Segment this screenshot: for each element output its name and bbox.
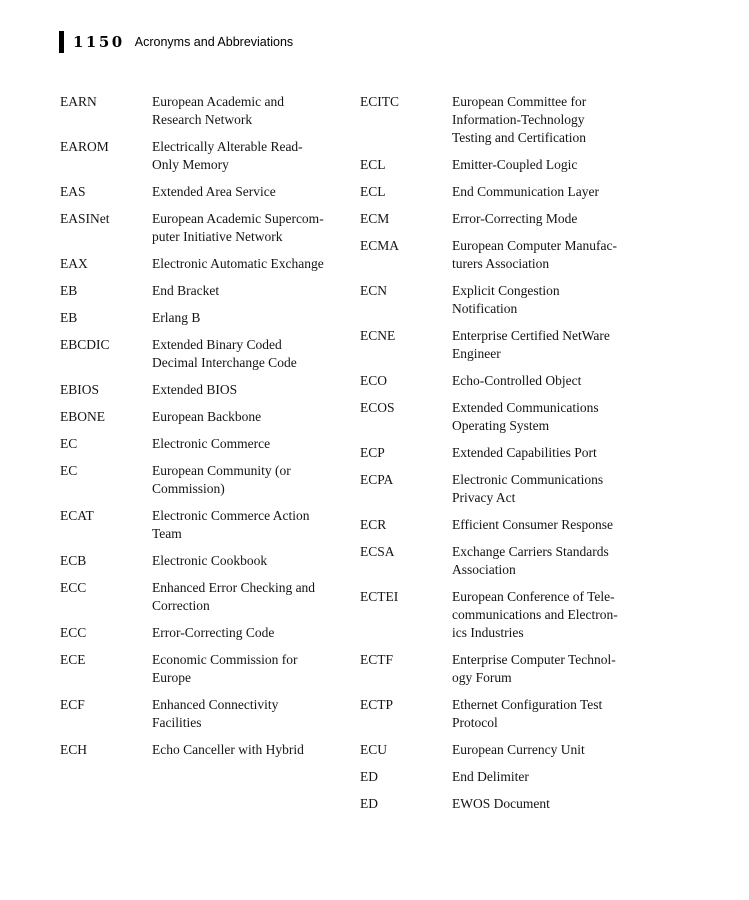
acronym-definition — [452, 768, 665, 786]
acronym-entry — [60, 183, 352, 201]
acronym-definition — [152, 183, 352, 201]
acronym-definition — [152, 381, 352, 399]
definition-line: Team — [152, 526, 182, 541]
acronym-definition — [452, 399, 665, 435]
definition-line: Notification — [452, 301, 518, 316]
acronym-definition — [452, 156, 665, 174]
definition-line: Exchange Carriers Standards — [452, 544, 609, 559]
definition-line: European Currency Unit — [452, 742, 585, 757]
definition-line: Decimal Interchange Code — [152, 355, 297, 370]
definition-line: EWOS Document — [452, 796, 550, 811]
definition-line: End Communication Layer — [452, 184, 599, 199]
definition-line: communications and Electron- — [452, 607, 618, 622]
definition-line: Testing and Certification — [452, 130, 587, 145]
acronym-entry — [360, 741, 665, 759]
acronym-entry — [60, 435, 352, 453]
acronym-definition — [152, 210, 352, 246]
acronym-definition — [452, 651, 665, 687]
acronym-term: ECE — [60, 652, 86, 667]
acronym-term: ECR — [360, 517, 387, 532]
definition-line: End Bracket — [152, 283, 220, 298]
acronym-term: EC — [60, 463, 78, 478]
definition-line: Electronic Cookbook — [152, 553, 268, 568]
acronym-definition — [152, 624, 352, 642]
definition-line: Erlang B — [152, 310, 201, 325]
definition-line: Echo-Controlled Object — [452, 373, 582, 388]
definition-line: Enterprise Certified NetWare — [452, 328, 610, 343]
acronym-term: EARN — [60, 94, 97, 109]
acronym-definition — [152, 741, 352, 759]
acronym-definition — [452, 795, 665, 813]
definition-line: Facilities — [152, 715, 202, 730]
definition-line: turers Association — [452, 256, 550, 271]
definition-line: Enhanced Error Checking and — [152, 580, 316, 595]
definition-line: Echo Canceller with Hybrid — [152, 742, 304, 757]
definition-line: Europe — [152, 670, 191, 685]
page-title: Acronyms and Abbreviations — [134, 35, 294, 49]
acronym-definition — [152, 696, 352, 732]
acronym-definition — [452, 327, 665, 363]
acronym-entry — [360, 327, 665, 363]
acronym-term: ECC — [60, 580, 87, 595]
acronym-entry — [60, 462, 352, 498]
definition-line: Privacy Act — [452, 490, 516, 505]
acronym-entry — [60, 741, 352, 759]
acronym-term: ECTP — [360, 697, 394, 712]
acronym-term: ECL — [360, 184, 386, 199]
acronym-entry — [60, 282, 352, 300]
definition-line: European Committee for — [452, 94, 587, 109]
definition-line: European Computer Manufac- — [452, 238, 617, 253]
definition-line: Electronic Commerce — [152, 436, 271, 451]
definition-line: European Community (or — [152, 463, 291, 478]
acronym-entry — [60, 381, 352, 399]
acronym-definition — [152, 255, 352, 273]
definition-line: puter Initiative Network — [152, 229, 283, 244]
acronym-entry — [60, 408, 352, 426]
acronym-entry — [60, 696, 352, 732]
definition-line: Extended Area Service — [152, 184, 276, 199]
acronym-entry — [360, 183, 665, 201]
definition-line: Electronic Commerce Action — [152, 508, 310, 523]
acronym-term: ECO — [360, 373, 387, 388]
definition-line: Explicit Congestion — [452, 283, 560, 298]
acronym-term: ED — [360, 796, 378, 811]
acronym-definition — [452, 282, 665, 318]
definition-line: Extended Binary Coded — [152, 337, 282, 352]
definition-line: Commission) — [152, 481, 225, 496]
acronym-term: EBCDIC — [60, 337, 110, 352]
definition-line: Enterprise Computer Technol- — [452, 652, 616, 667]
acronym-term: EASINet — [60, 211, 110, 226]
definition-line: Protocol — [452, 715, 498, 730]
definition-line: European Backbone — [152, 409, 262, 424]
definition-line: Extended BIOS — [152, 382, 238, 397]
acronym-term: ECF — [60, 697, 85, 712]
acronym-definition — [152, 93, 352, 129]
acronym-term: ECL — [360, 157, 386, 172]
acronym-entry — [360, 651, 665, 687]
acronym-definition — [452, 93, 665, 147]
acronym-definition — [152, 336, 352, 372]
acronym-entry — [360, 444, 665, 462]
acronym-definition — [152, 138, 352, 174]
acronym-term: ECH — [60, 742, 87, 757]
definition-line: European Conference of Tele- — [452, 589, 615, 604]
acronym-term: EAX — [60, 256, 88, 271]
acronym-definition — [452, 237, 665, 273]
acronym-definition — [452, 444, 665, 462]
acronym-term: ECN — [360, 283, 387, 298]
acronym-definition — [452, 183, 665, 201]
acronym-term: EC — [60, 436, 78, 451]
acronym-entry — [360, 399, 665, 435]
definition-line: Research Network — [152, 112, 253, 127]
acronym-definition — [452, 210, 665, 228]
definition-line: Extended Communications — [452, 400, 599, 415]
acronym-term: ECM — [360, 211, 390, 226]
acronym-definition — [152, 408, 352, 426]
definition-line: Electronic Communications — [452, 472, 604, 487]
definition-line: Extended Capabilities Port — [452, 445, 597, 460]
acronym-term: ECNE — [360, 328, 396, 343]
header-rule-icon — [59, 31, 64, 53]
acronym-term: EAS — [60, 184, 86, 199]
acronym-term: EAROM — [60, 139, 109, 154]
definition-line: Correction — [152, 598, 210, 613]
acronym-term: EBIOS — [60, 382, 100, 397]
definition-line: European Academic Supercom- — [152, 211, 324, 226]
acronym-term: ECPA — [360, 472, 394, 487]
acronym-entry — [360, 516, 665, 534]
definition-line: Information-Technology — [452, 112, 585, 127]
acronym-definition — [152, 552, 352, 570]
acronym-entry — [360, 210, 665, 228]
acronym-term: ECTEI — [360, 589, 399, 604]
acronym-definition — [152, 435, 352, 453]
acronym-term: ECSA — [360, 544, 395, 559]
page-number: 1150 — [73, 33, 125, 51]
acronym-entry — [360, 795, 665, 813]
definition-line: Association — [452, 562, 516, 577]
definition-line: Error-Correcting Mode — [452, 211, 578, 226]
definition-line: Emitter-Coupled Logic — [452, 157, 578, 172]
acronym-definition — [452, 588, 665, 642]
definition-line: Electronic Automatic Exchange — [152, 256, 324, 271]
acronym-definition — [152, 507, 352, 543]
page-header — [59, 31, 293, 53]
acronym-entry — [360, 471, 665, 507]
definition-line: Operating System — [452, 418, 550, 433]
acronym-definition — [452, 741, 665, 759]
left-column — [60, 93, 352, 768]
acronym-term: ECU — [360, 742, 387, 757]
acronym-entry — [60, 138, 352, 174]
acronym-entry — [360, 696, 665, 732]
acronym-definition — [152, 579, 352, 615]
definition-line: Only Memory — [152, 157, 229, 172]
acronym-term: ECTF — [360, 652, 394, 667]
acronym-entry — [360, 543, 665, 579]
acronym-entry — [360, 93, 665, 147]
acronym-definition — [152, 651, 352, 687]
definition-line: Efficient Consumer Response — [452, 517, 613, 532]
acronym-entry — [60, 255, 352, 273]
definition-line: ogy Forum — [452, 670, 512, 685]
acronym-entry — [60, 336, 352, 372]
acronym-entry — [360, 156, 665, 174]
acronym-term: EB — [60, 283, 78, 298]
acronym-entry — [60, 210, 352, 246]
acronym-entry — [60, 552, 352, 570]
acronym-entry — [60, 651, 352, 687]
acronym-definition — [152, 282, 352, 300]
acronym-entry — [360, 372, 665, 390]
definition-line: Enhanced Connectivity — [152, 697, 279, 712]
acronym-definition — [452, 516, 665, 534]
acronym-term: ECITC — [360, 94, 399, 109]
definition-line: European Academic and — [152, 94, 284, 109]
acronym-entry — [60, 93, 352, 129]
definition-line: Electrically Alterable Read- — [152, 139, 303, 154]
acronym-entry — [60, 579, 352, 615]
definition-line: ics Industries — [452, 625, 524, 640]
acronym-definition — [452, 696, 665, 732]
acronym-entry — [60, 309, 352, 327]
acronym-term: ECAT — [60, 508, 94, 523]
acronym-term: ECB — [60, 553, 87, 568]
acronym-entry — [360, 282, 665, 318]
acronym-definition — [152, 309, 352, 327]
acronym-entry — [360, 237, 665, 273]
acronym-term: EB — [60, 310, 78, 325]
right-column — [360, 93, 665, 822]
definition-line: Economic Commission for — [152, 652, 298, 667]
acronym-definition — [452, 471, 665, 507]
definition-line: End Delimiter — [452, 769, 529, 784]
acronym-definition — [152, 462, 352, 498]
acronym-entry — [60, 624, 352, 642]
acronym-term: ECOS — [360, 400, 395, 415]
acronym-entry — [360, 768, 665, 786]
acronym-definition — [452, 372, 665, 390]
acronym-term: EBONE — [60, 409, 105, 424]
acronym-term: ECMA — [360, 238, 400, 253]
acronym-term: ECC — [60, 625, 87, 640]
acronym-definition — [452, 543, 665, 579]
definition-line: Engineer — [452, 346, 501, 361]
definition-line: Error-Correcting Code — [152, 625, 275, 640]
acronym-entry — [60, 507, 352, 543]
definition-line: Ethernet Configuration Test — [452, 697, 603, 712]
acronym-term: ECP — [360, 445, 385, 460]
acronym-term: ED — [360, 769, 378, 784]
acronym-entry — [360, 588, 665, 642]
